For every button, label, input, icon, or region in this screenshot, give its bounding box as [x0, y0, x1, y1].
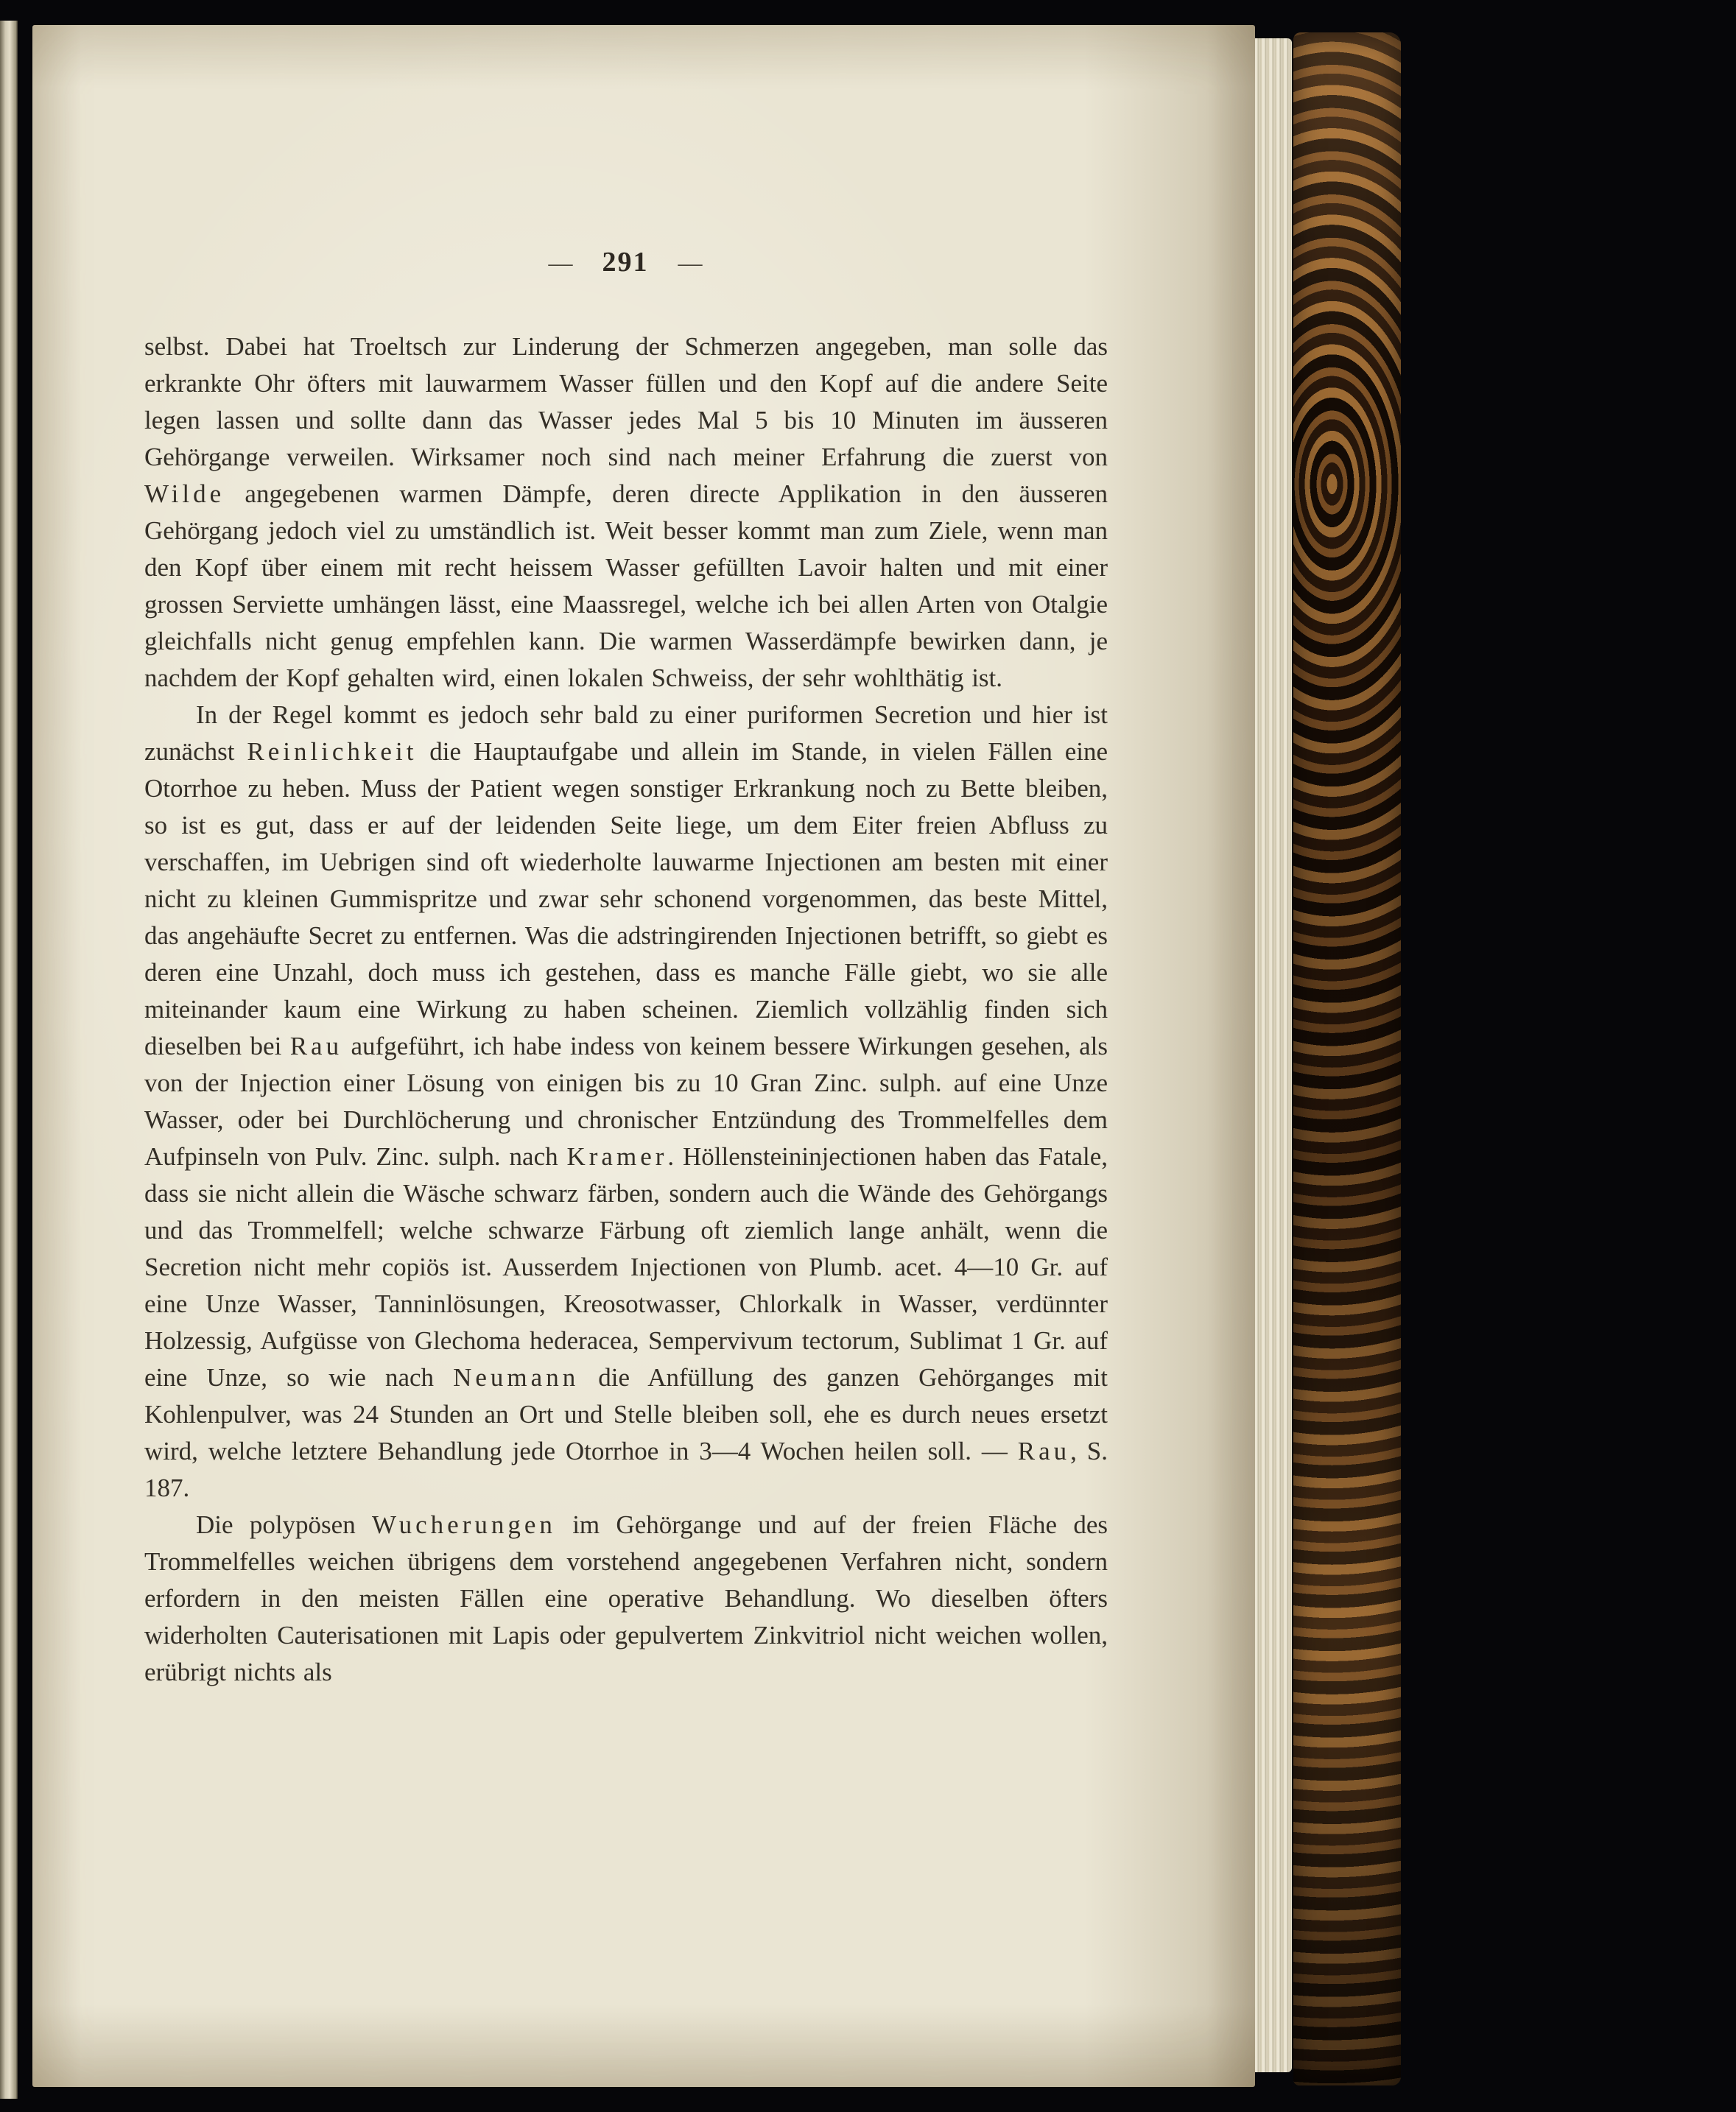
text-run: die Hauptaufgabe und allein im Stande, in vielen Fällen eine Otorrhoe zu heben. Muss der Patient wegen sonstiger Erkrankung noch zu Bette bleiben, so ist es gut, dass er auf der leidenden Seite liege, um dem Eiter freien Abfluss zu verschaffen, im Uebrigen sind oft wiederholte lauwarme Injectionen am besten mit einer nicht zu kleinen Gummispritze und zwar sehr schonend vorgenommen, das beste Mittel, das angehäufte Secret zu entfernen. Was die adstringirenden Injectionen betrifft, so giebt es deren eine Unzahl, doch muss ich gestehen, dass es manche Fälle giebt, wo sie alle miteinander kaum eine Wirkung zu haben scheinen. Ziemlich vollzählig finden sich dieselben bei	[144, 737, 1108, 1060]
left-page-edge	[0, 21, 18, 2099]
paragraph	[144, 328, 1108, 697]
book-page	[32, 25, 1255, 2087]
text-run: angegebenen warmen Dämpfe, deren directe Applikation in den äusseren Gehörgang jedoch viel zu umständlich ist. Weit besser kommt man zum Ziele, wenn man den Kopf über einem mit recht heissem Wasser gefüllten Lavoir halten und mit einer grossen Serviette umhängen lässt, eine Maassregel, welche ich bei allen Arten von Otalgie gleichfalls nicht genug empfehlen kann. Die warmen Wasserdämpfe bewirken dann, je nachdem der Kopf gehalten wird, einen lokalen Schweiss, der sehr wohlthätig ist.	[144, 479, 1108, 692]
text-run: die Anfüllung des ganzen Gehörganges mit Kohlenpulver, was 24 Stunden an Ort und Stelle bleiben soll, ehe es durch neues ersetzt wird, welche letztere Behandlung jede Otorrhoe in 3—4 Wochen heilen soll. —	[144, 1363, 1108, 1465]
header-dash-left: —	[548, 250, 573, 277]
emphasized-name: Rau	[289, 1032, 343, 1060]
emphasized-name: Reinlichkeit	[247, 737, 418, 766]
emphasized-name: Kramer	[566, 1142, 668, 1171]
text-run: aufgeführt, ich habe indess von keinem bessere Wirkungen gesehen, als von der Injection einer Lösung von einigen bis zu 10 Gran Zinc. sulph. auf eine Unze Wasser, oder bei Durchlöcherung und chronischer Entzündung des Trommelfelles dem Aufpinseln von Pulv. Zinc. sulph. nach	[144, 1032, 1108, 1171]
text-run: Die polypösen	[196, 1510, 372, 1539]
marbled-cover-edge	[1293, 32, 1401, 2085]
page-header	[143, 246, 1108, 278]
text-run: . Höllensteininjectionen haben das Fatale, dass sie nicht allein die Wäsche schwarz färben, sondern auch die Wände des Gehörgangs und das Trommelfell; welche schwarze Färbung oft ziemlich lange anhält, wenn die Secretion nicht mehr copiös ist. Ausserdem Injectionen von Plumb. acet. 4—10 Gr. auf eine Unze Wasser, Tanninlösungen, Kreosotwasser, Chlorkalk in Wasser, verdünnter Holzessig, Aufgüsse von Glechoma hederacea, Sempervivum tectorum, Sublimat 1 Gr. auf eine Unze, so wie nach	[144, 1142, 1108, 1392]
text-run: , S. 187.	[144, 1437, 1108, 1502]
text-run: im Gehörgange und auf der freien Fläche des Trommelfelles weichen übrigens dem vorstehend angegebenen Verfahren nicht, sondern erfordern in den meisten Fällen eine operative Behandlung. Wo dieselben öfters widerholten Cauterisationen mit Lapis oder gepulvertem Zinkvitriol nicht weichen wollen, erübrigt nichts als	[144, 1510, 1108, 1686]
emphasized-name: Wilde	[144, 479, 225, 508]
emphasized-name: Neumann	[453, 1363, 580, 1392]
paragraph	[144, 697, 1108, 1507]
emphasized-name: Rau	[1017, 1437, 1071, 1465]
paragraph	[144, 1507, 1108, 1691]
header-dash-right: —	[678, 250, 703, 277]
page-stack-edges	[1255, 38, 1292, 2072]
emphasized-name: Wucherungen	[372, 1510, 556, 1539]
text-run: selbst. Dabei hat Troeltsch zur Linderung der Schmerzen angegeben, man solle das erkrankte Ohr öfters mit lauwarmem Wasser füllen und den Kopf auf die andere Seite legen lassen und sollte dann das Wasser jedes Mal 5 bis 10 Minuten im äusseren Gehörgange verweilen. Wirksamer noch sind nach meiner Erfahrung die zuerst von	[144, 332, 1108, 471]
page-text	[144, 328, 1108, 1691]
text-run: In der Regel kommt es jedoch sehr bald zu einer puriformen Secretion und hier ist zunächst	[144, 700, 1108, 766]
page-number: 291	[602, 247, 649, 278]
